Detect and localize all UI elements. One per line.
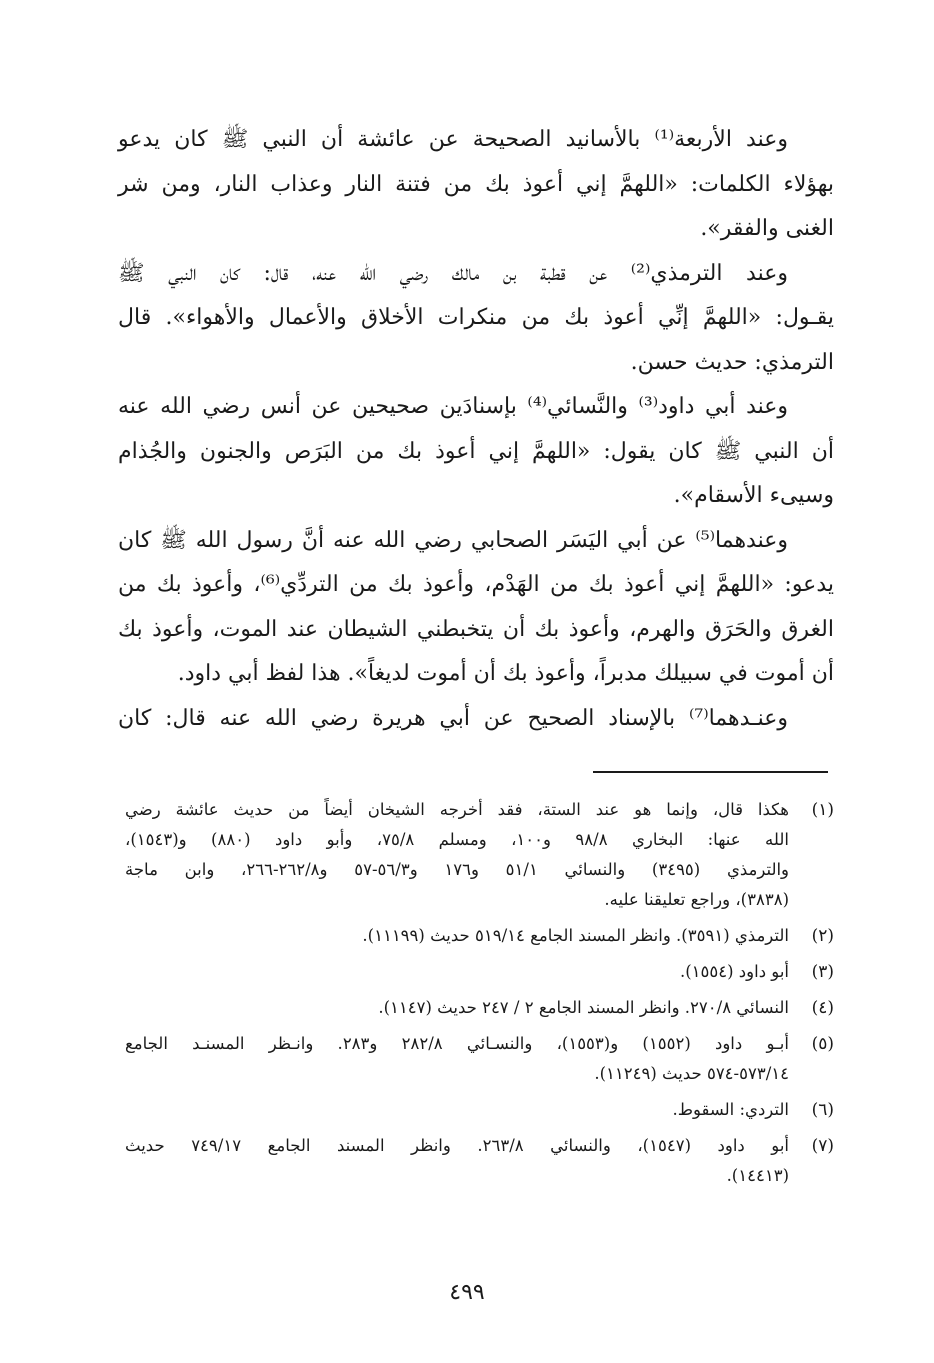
text-line: وعنـدهما⁽⁷⁾ بالإسناد الصحيح عن أبي هريرة رضي الله عنه قال: كان [118,705,788,731]
page-number: ٤٩٩ [449,1280,485,1305]
footnote-number: (٤) [811,998,834,1018]
text-line: يقـول: «اللهمَّ إنِّي أعوذ بك من منكرات الأخلاق والأعمال والأهواء». قال [118,305,834,330]
footnote-number: (٧) [811,1136,834,1156]
footnote-number: (٣) [811,962,834,982]
footnote-line: الله عنها: البخاري ٩٨/٨ و١٠٠، ومسلم ٧٥/٨، وأبو داود (٨٨٠) و(١٥٤٣)، [125,830,789,849]
footnote-1 [125,795,834,915]
footnote-3 [125,957,834,987]
footnote-number: (٦) [811,1100,834,1120]
footnote-number: (٢) [811,926,834,946]
footnote-6 [125,1095,834,1125]
main-text [118,118,834,741]
footnote-line: هكذا قال، وإنما هو عند الستة، فقد أخرجه الشيخان أيضاً من حديث عائشة رضي [125,800,789,819]
footnote-2 [125,921,834,951]
footnote-number: (١) [811,800,834,820]
footnote-number: (٥) [811,1034,834,1054]
footnote-line: التردي: السقوط. [672,1100,789,1119]
footnote-line: النسائي ٢٧٠/٨. وانظر المسند الجامع ٢ / ٢٤٧ حديث (١١٤٧). [378,998,789,1017]
text-line: أن النبي ﷺ كان يقول: «اللهمَّ إني أعوذ بك من البَرَص والجنون والجُذام [118,438,834,464]
footnote-line: (٣٨٣٨)، وراجع تعليقنا عليه. [604,890,789,909]
footnote-4 [125,993,834,1023]
text-line: الغنى والفقر». [700,216,834,241]
footnote-5 [125,1029,834,1089]
footnotes [125,795,834,1197]
footnote-line: أبو داود (١٥٥٤). [679,962,789,981]
text-line: وعند الترمذي⁽²⁾ عن قطبة بن مالك رضي الله عنه، قال: كان النبي ﷺ [118,260,788,286]
text-line: وعند أبي داود⁽³⁾ والنَّسائي⁽⁴⁾ بإسنادَين صحيحين عن أنس رضي الله عنه [118,394,789,419]
text-line: بهؤلاء الكلمات: «اللهمَّ إني أعوذ بك من فتنة النار وعذاب النار، ومن شر [118,171,834,197]
text-line: وسيىء الأسقام». [673,483,834,508]
text-line: الترمذي: حديث حسن. [630,349,834,375]
footnote-line: أبو داود (١٥٤٧)، والنسائي ٢٦٣/٨. وانظر المسند الجامع ٧٤٩/١٧ حديث [125,1136,789,1155]
text-line: وعندهما⁽⁵⁾ عن أبي اليَسَر الصحابي رضي الله عنه أنَّ رسول الله ﷺ كان [118,527,788,553]
text-line: يدعو: «اللهمَّ إني أعوذ بك من الهَدْم، وأعوذ بك من التردِّي⁽⁶⁾، وأعوذ بك من [118,572,834,597]
footnote-line: (١٤٤١٣). [726,1166,789,1185]
footnote-line: ٥٧٣/١٤-٥٧٤ حديث (١١٢٤٩). [594,1064,789,1083]
footnote-line: الترمذي (٣٥٩١). وانظر المسند الجامع ٥١٩/١٤ حديث (١١١٩٩). [362,926,789,945]
text-line: الغرق والحَرَق والهرم، وأعوذ بك أن يتخبطني الشيطان عند الموت، وأعوذ بك [118,616,834,642]
footnote-line: أبـو داود (١٥٥٢) و(١٥٥٣)، والنسـائي ٢٨٢/٨ و٢٨٣. وانـظر المسنـد الجامع [125,1034,789,1053]
text-line: أن أموت في سبيلك مدبراً، وأعوذ بك أن أموت لديغاً». هذا لفظ أبي داود. [177,661,834,686]
footnote-line: والترمذي (٣٤٩٥) والنسائي ٥١/١ و١٧٦ و٥٦/٣-٥٧ و٢٦٢/٨-٢٦٦، وابن ماجة [125,860,790,879]
footnote-7 [125,1131,834,1191]
text-line: وعند الأربعة⁽¹⁾ بالأسانيد الصحيحة عن عائشة أن النبي ﷺ كان يدعو [118,127,788,152]
footnote-separator [593,771,828,773]
